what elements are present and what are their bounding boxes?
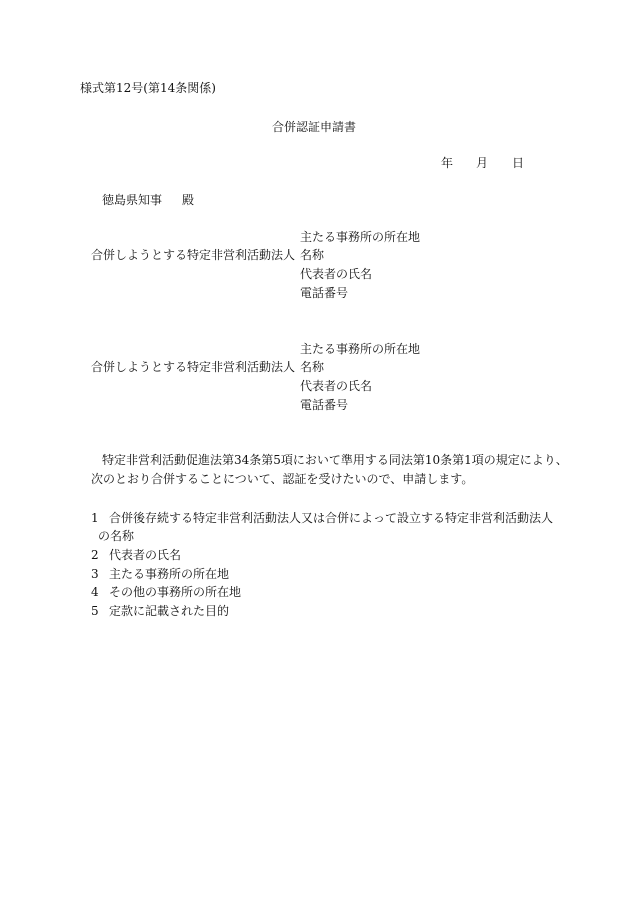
applicant-field-phone: 電話番号: [300, 286, 349, 300]
item-number: 2: [91, 548, 99, 562]
item-number: 3: [91, 567, 99, 581]
addressee-honorific: 殿: [182, 193, 195, 207]
date-day-label: 日: [512, 156, 525, 170]
item-text: 定款に記載された目的: [109, 604, 230, 618]
item-text-continuation: の名称: [98, 529, 135, 543]
applicant-field-name: 名称: [300, 248, 325, 262]
body-text-line-1: 特定非営利活動促進法第34条第5項において準用する同法第10条第1項の規定により、: [102, 453, 568, 467]
applicant-field-representative: 代表者の氏名: [300, 267, 373, 281]
item-text: その他の事務所の所在地: [109, 585, 242, 599]
applicant-field-address: 主たる事務所の所在地: [300, 342, 421, 356]
item-text: 合併後存続する特定非営利活動法人又は合併によって設立する特定非営利活動法人: [109, 511, 554, 525]
applicant-field-phone: 電話番号: [300, 398, 349, 412]
item-number: 5: [91, 604, 99, 618]
applicant-label: 合併しようとする特定非営利活動法人: [91, 360, 296, 374]
addressee-name: 徳島県知事: [102, 193, 163, 207]
form-number: 様式第12号(第14条関係): [80, 81, 216, 95]
applicant-field-name: 名称: [300, 360, 325, 374]
item-text: 代表者の氏名: [109, 548, 182, 562]
body-text-line-2: 次のとおり合併することについて、認証を受けたいので、申請します。: [91, 472, 474, 486]
item-number: 1: [91, 511, 99, 525]
date-year-label: 年: [441, 156, 454, 170]
document-title: 合併認証申請書: [272, 120, 357, 134]
date-month-label: 月: [476, 156, 489, 170]
item-text: 主たる事務所の所在地: [109, 567, 230, 581]
item-number: 4: [91, 585, 99, 599]
applicant-label: 合併しようとする特定非営利活動法人: [91, 248, 296, 262]
applicant-field-address: 主たる事務所の所在地: [300, 230, 421, 244]
applicant-field-representative: 代表者の氏名: [300, 379, 373, 393]
